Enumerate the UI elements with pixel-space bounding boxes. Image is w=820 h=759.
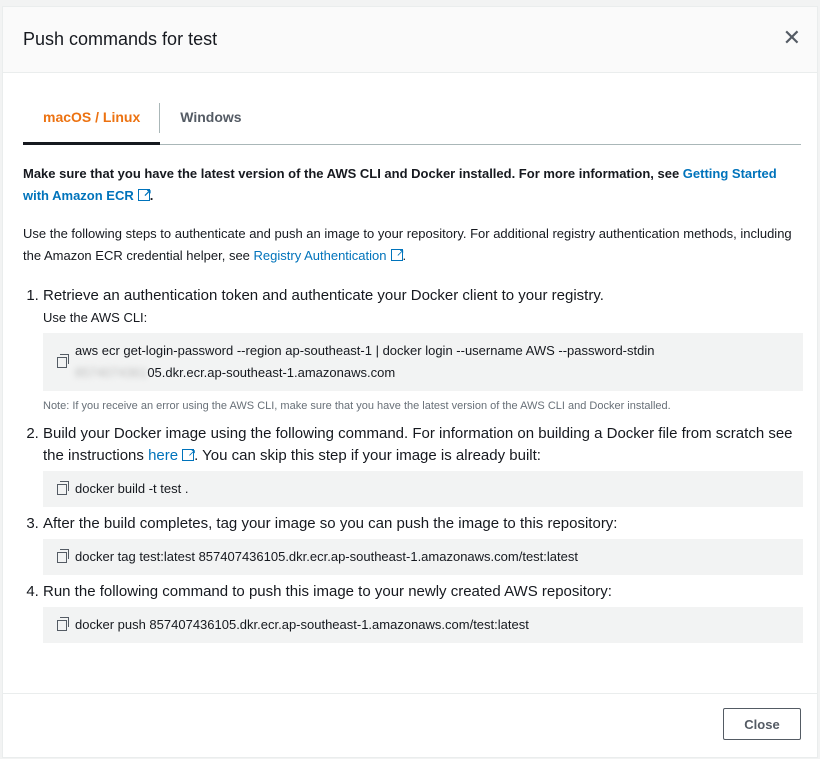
here-link[interactable] [148, 447, 194, 464]
intro-label: Make sure that you have the latest version of the AWS CLI and Docker installed. For more information, see [23, 166, 683, 181]
tab-macos-linux[interactable]: macOS / Linux [23, 97, 160, 145]
step-4 [43, 581, 803, 643]
redacted-account-id: 8574074361 [75, 365, 148, 380]
step-2 [43, 423, 803, 507]
code-text [75, 340, 654, 384]
intro-end: . [149, 188, 154, 203]
registry-authentication-link[interactable] [254, 248, 403, 263]
step-subtitle: Use the AWS CLI: [43, 310, 148, 325]
steps-list [23, 285, 803, 643]
modal-title: Push commands for test [23, 29, 218, 49]
step-text [43, 423, 803, 467]
code-block [43, 471, 803, 507]
modal-header [3, 7, 817, 73]
external-link-icon [182, 449, 194, 461]
here-label: here [148, 447, 179, 464]
push-commands-modal [2, 6, 818, 758]
code-line-rest: 05.dkr.ecr.ap-southeast-1.amazonaws.com [147, 365, 396, 380]
step-3 [43, 513, 803, 575]
code-text: docker push 857407436105.dkr.ecr.ap-southeast-1.amazonaws.com/test:latest [75, 617, 529, 632]
copy-icon[interactable] [57, 484, 67, 495]
modal-footer [3, 693, 817, 759]
code-block [43, 539, 803, 575]
external-link-icon [391, 249, 403, 261]
copy-icon[interactable] [57, 357, 67, 368]
step-text: 3. After the build completes, tag your image so you can push the image to this repository: [43, 515, 618, 532]
code-block [43, 607, 803, 643]
close-button[interactable]: Close [723, 708, 801, 740]
external-link-icon [138, 189, 150, 201]
close-icon[interactable]: ✕ [782, 25, 801, 50]
code-line [75, 362, 654, 384]
code-text: docker build -t test . [75, 481, 189, 496]
registry-auth-label: Registry Authentication [253, 248, 387, 263]
code-text: docker tag test:latest 857407436105.dkr.ecr.ap-southeast-1.amazonaws.com/test:latest [75, 549, 578, 564]
step-text-start: Build your Docker image using the following command. For information on building a Docker file from scratch see the instructions [43, 425, 793, 464]
code-block [43, 333, 803, 391]
auth-label: Use the following steps to authenticate and push an image to your repository. For additional registry authentication methods, including the Amazon ECR credential helper, see [23, 226, 792, 263]
os-tabs [23, 97, 801, 145]
step-text: 1. Retrieve an authentication token and authenticate your Docker client to your registry. [43, 287, 604, 304]
copy-icon[interactable] [57, 620, 67, 631]
modal-content [23, 163, 803, 649]
intro-text [23, 163, 803, 207]
step-1 [43, 285, 803, 417]
code-line: aws ecr get-login-password --region ap-southeast-1 | docker login --username AWS --password-stdin [75, 343, 655, 358]
getting-started-label: Getting Started with Amazon ECR [23, 166, 777, 203]
auth-end: . [402, 248, 407, 263]
step-text: 4. Run the following command to push this image to your newly created AWS repository: [43, 583, 612, 600]
copy-icon[interactable] [57, 552, 67, 563]
cli-note: Note: If you receive an error using the AWS CLI, make sure that you have the latest version of the AWS CLI and Docker installed. [43, 400, 671, 412]
step-text-end: . You can skip this step if your image is already built: [194, 447, 541, 464]
tab-windows[interactable]: Windows [180, 109, 242, 125]
auth-text [23, 223, 803, 267]
